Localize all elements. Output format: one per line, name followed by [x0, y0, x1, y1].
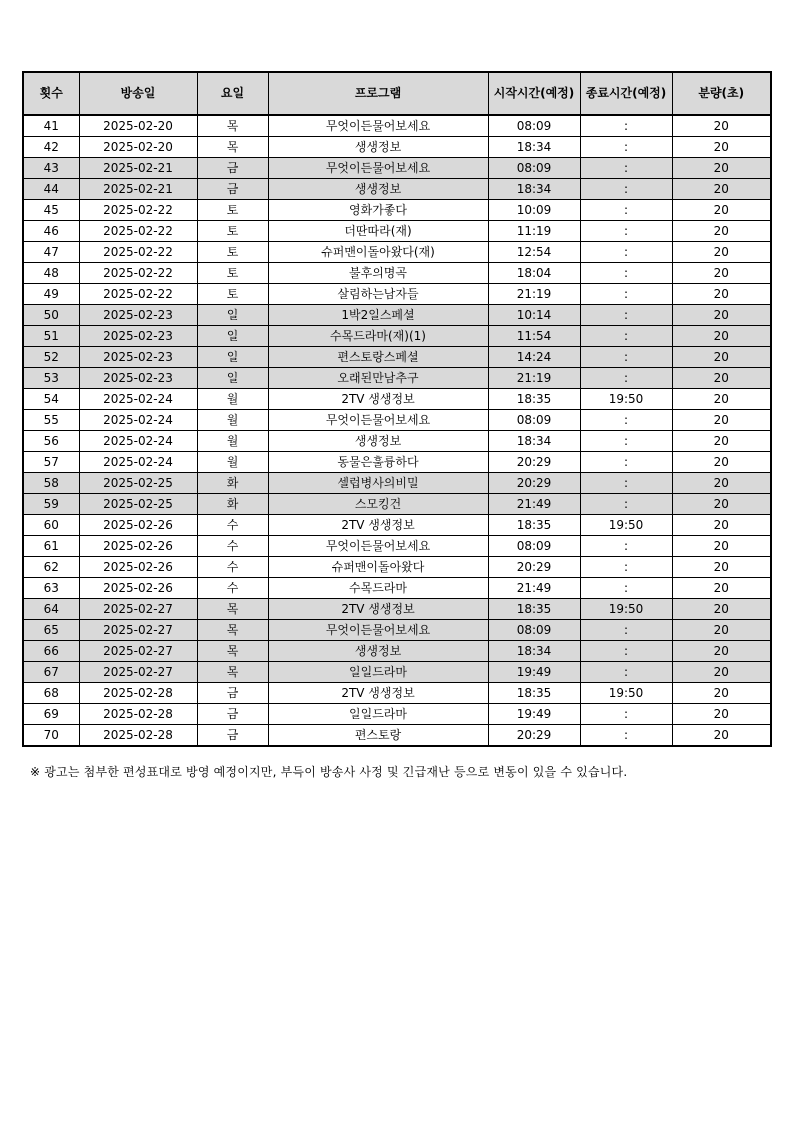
cell-start-time: 18:34	[488, 641, 580, 662]
cell-end-time: :	[580, 115, 672, 137]
cell-day: 일	[197, 326, 268, 347]
cell-date: 2025-02-26	[79, 536, 197, 557]
broadcast-schedule-table	[22, 71, 772, 747]
cell-program: 1박2일스페셜	[268, 305, 488, 326]
cell-count: 61	[23, 536, 79, 557]
cell-date: 2025-02-21	[79, 179, 197, 200]
cell-end-time: :	[580, 662, 672, 683]
cell-count: 47	[23, 242, 79, 263]
cell-date: 2025-02-22	[79, 263, 197, 284]
cell-count: 45	[23, 200, 79, 221]
cell-day: 화	[197, 494, 268, 515]
cell-date: 2025-02-22	[79, 221, 197, 242]
cell-day: 수	[197, 578, 268, 599]
cell-program: 영화가좋다	[268, 200, 488, 221]
header-date: 방송일	[79, 72, 197, 115]
cell-count: 63	[23, 578, 79, 599]
cell-count: 59	[23, 494, 79, 515]
cell-day: 목	[197, 137, 268, 158]
cell-start-time: 08:09	[488, 620, 580, 641]
cell-day: 금	[197, 725, 268, 747]
cell-count: 41	[23, 115, 79, 137]
cell-day: 수	[197, 515, 268, 536]
cell-date: 2025-02-26	[79, 578, 197, 599]
cell-program: 무엇이든물어보세요	[268, 115, 488, 137]
cell-program: 일일드라마	[268, 704, 488, 725]
cell-date: 2025-02-28	[79, 704, 197, 725]
cell-program: 무엇이든물어보세요	[268, 410, 488, 431]
cell-duration: 20	[672, 641, 771, 662]
cell-duration: 20	[672, 347, 771, 368]
cell-day: 목	[197, 599, 268, 620]
cell-duration: 20	[672, 221, 771, 242]
cell-start-time: 21:49	[488, 494, 580, 515]
cell-duration: 20	[672, 263, 771, 284]
cell-program: 오래된만남추구	[268, 368, 488, 389]
header-program: 프로그램	[268, 72, 488, 115]
cell-program: 불후의명곡	[268, 263, 488, 284]
cell-end-time: :	[580, 620, 672, 641]
cell-duration: 20	[672, 473, 771, 494]
cell-program: 무엇이든물어보세요	[268, 158, 488, 179]
header-duration: 분량(초)	[672, 72, 771, 115]
cell-count: 52	[23, 347, 79, 368]
cell-day: 목	[197, 641, 268, 662]
cell-count: 66	[23, 641, 79, 662]
table-header-row	[23, 72, 771, 115]
cell-duration: 20	[672, 200, 771, 221]
header-day: 요일	[197, 72, 268, 115]
table-row	[23, 158, 771, 179]
table-row	[23, 115, 771, 137]
cell-start-time: 20:29	[488, 557, 580, 578]
cell-duration: 20	[672, 599, 771, 620]
cell-end-time: :	[580, 305, 672, 326]
cell-end-time: :	[580, 284, 672, 305]
cell-start-time: 20:29	[488, 725, 580, 747]
cell-end-time: :	[580, 263, 672, 284]
cell-end-time: :	[580, 431, 672, 452]
cell-start-time: 08:09	[488, 536, 580, 557]
cell-duration: 20	[672, 137, 771, 158]
cell-duration: 20	[672, 115, 771, 137]
cell-program: 편스토랑스페셜	[268, 347, 488, 368]
cell-start-time: 10:14	[488, 305, 580, 326]
cell-duration: 20	[672, 704, 771, 725]
table-row	[23, 536, 771, 557]
table-row	[23, 137, 771, 158]
cell-date: 2025-02-24	[79, 452, 197, 473]
cell-end-time: 19:50	[580, 683, 672, 704]
cell-start-time: 18:35	[488, 515, 580, 536]
cell-program: 편스토랑	[268, 725, 488, 747]
cell-duration: 20	[672, 305, 771, 326]
cell-start-time: 11:54	[488, 326, 580, 347]
table-row	[23, 305, 771, 326]
table-row	[23, 389, 771, 410]
cell-day: 일	[197, 305, 268, 326]
cell-duration: 20	[672, 557, 771, 578]
table-row	[23, 263, 771, 284]
cell-start-time: 18:04	[488, 263, 580, 284]
cell-date: 2025-02-23	[79, 347, 197, 368]
cell-date: 2025-02-25	[79, 473, 197, 494]
cell-date: 2025-02-22	[79, 200, 197, 221]
cell-start-time: 10:09	[488, 200, 580, 221]
table-row	[23, 452, 771, 473]
table-row	[23, 410, 771, 431]
cell-program: 일일드라마	[268, 662, 488, 683]
table-row	[23, 242, 771, 263]
cell-end-time: :	[580, 494, 672, 515]
cell-start-time: 08:09	[488, 158, 580, 179]
cell-duration: 20	[672, 284, 771, 305]
cell-program: 수목드라마	[268, 578, 488, 599]
cell-count: 54	[23, 389, 79, 410]
cell-date: 2025-02-24	[79, 410, 197, 431]
cell-program: 생생정보	[268, 641, 488, 662]
cell-day: 월	[197, 410, 268, 431]
cell-end-time: :	[580, 200, 672, 221]
cell-program: 동물은훌륭하다	[268, 452, 488, 473]
cell-end-time: :	[580, 221, 672, 242]
cell-program: 2TV 생생정보	[268, 599, 488, 620]
cell-program: 슈퍼맨이돌아왔다(재)	[268, 242, 488, 263]
table-row	[23, 557, 771, 578]
table-row	[23, 704, 771, 725]
cell-day: 수	[197, 536, 268, 557]
cell-program: 생생정보	[268, 179, 488, 200]
cell-end-time: 19:50	[580, 515, 672, 536]
cell-end-time: :	[580, 158, 672, 179]
cell-count: 67	[23, 662, 79, 683]
cell-start-time: 21:19	[488, 368, 580, 389]
cell-date: 2025-02-22	[79, 242, 197, 263]
cell-program: 생생정보	[268, 137, 488, 158]
table-row	[23, 284, 771, 305]
cell-date: 2025-02-24	[79, 389, 197, 410]
header-count: 횟수	[23, 72, 79, 115]
cell-duration: 20	[672, 578, 771, 599]
table-row	[23, 473, 771, 494]
cell-count: 70	[23, 725, 79, 747]
cell-end-time: :	[580, 473, 672, 494]
cell-program: 생생정보	[268, 431, 488, 452]
cell-duration: 20	[672, 389, 771, 410]
cell-start-time: 08:09	[488, 115, 580, 137]
cell-program: 더딴따라(재)	[268, 221, 488, 242]
cell-date: 2025-02-27	[79, 662, 197, 683]
cell-count: 60	[23, 515, 79, 536]
cell-start-time: 20:29	[488, 452, 580, 473]
cell-day: 금	[197, 683, 268, 704]
cell-duration: 20	[672, 725, 771, 747]
cell-duration: 20	[672, 158, 771, 179]
cell-program: 셀럽병사의비밀	[268, 473, 488, 494]
cell-count: 43	[23, 158, 79, 179]
cell-date: 2025-02-22	[79, 284, 197, 305]
cell-day: 금	[197, 179, 268, 200]
cell-count: 49	[23, 284, 79, 305]
cell-day: 목	[197, 115, 268, 137]
cell-start-time: 11:19	[488, 221, 580, 242]
cell-count: 42	[23, 137, 79, 158]
cell-duration: 20	[672, 494, 771, 515]
cell-count: 68	[23, 683, 79, 704]
cell-end-time: :	[580, 410, 672, 431]
cell-start-time: 18:35	[488, 683, 580, 704]
table-row	[23, 221, 771, 242]
cell-start-time: 12:54	[488, 242, 580, 263]
cell-program: 스모킹건	[268, 494, 488, 515]
table-row	[23, 179, 771, 200]
cell-end-time: :	[580, 242, 672, 263]
cell-day: 토	[197, 200, 268, 221]
cell-end-time: :	[580, 368, 672, 389]
table-row	[23, 431, 771, 452]
cell-program: 2TV 생생정보	[268, 389, 488, 410]
table-row	[23, 599, 771, 620]
cell-end-time: :	[580, 641, 672, 662]
table-row	[23, 578, 771, 599]
cell-date: 2025-02-26	[79, 515, 197, 536]
cell-program: 무엇이든물어보세요	[268, 620, 488, 641]
cell-date: 2025-02-27	[79, 620, 197, 641]
cell-day: 금	[197, 158, 268, 179]
cell-count: 48	[23, 263, 79, 284]
cell-end-time: :	[580, 179, 672, 200]
cell-date: 2025-02-27	[79, 599, 197, 620]
cell-end-time: 19:50	[580, 599, 672, 620]
cell-duration: 20	[672, 452, 771, 473]
cell-duration: 20	[672, 368, 771, 389]
cell-end-time: :	[580, 725, 672, 747]
cell-program: 2TV 생생정보	[268, 515, 488, 536]
footnote: ※ 광고는 첨부한 편성표대로 방영 예정이지만, 부득이 방송사 사정 및 긴급재난 등으로 변동이 있을 수 있습니다.	[30, 765, 628, 779]
cell-duration: 20	[672, 683, 771, 704]
cell-start-time: 18:34	[488, 179, 580, 200]
cell-count: 50	[23, 305, 79, 326]
cell-day: 토	[197, 284, 268, 305]
cell-date: 2025-02-23	[79, 326, 197, 347]
table-row	[23, 494, 771, 515]
cell-count: 44	[23, 179, 79, 200]
cell-count: 56	[23, 431, 79, 452]
cell-start-time: 18:34	[488, 137, 580, 158]
cell-start-time: 20:29	[488, 473, 580, 494]
cell-date: 2025-02-28	[79, 725, 197, 747]
cell-date: 2025-02-23	[79, 305, 197, 326]
table-row	[23, 725, 771, 747]
cell-count: 55	[23, 410, 79, 431]
cell-program: 수목드라마(재)(1)	[268, 326, 488, 347]
table-row	[23, 326, 771, 347]
cell-start-time: 19:49	[488, 704, 580, 725]
cell-duration: 20	[672, 242, 771, 263]
cell-start-time: 08:09	[488, 410, 580, 431]
cell-day: 수	[197, 557, 268, 578]
cell-day: 토	[197, 242, 268, 263]
cell-program: 무엇이든물어보세요	[268, 536, 488, 557]
table-body	[23, 115, 771, 746]
cell-count: 53	[23, 368, 79, 389]
cell-end-time: :	[580, 137, 672, 158]
cell-day: 월	[197, 389, 268, 410]
cell-day: 일	[197, 347, 268, 368]
cell-date: 2025-02-20	[79, 137, 197, 158]
cell-count: 62	[23, 557, 79, 578]
cell-start-time: 19:49	[488, 662, 580, 683]
table-row	[23, 347, 771, 368]
cell-day: 목	[197, 620, 268, 641]
cell-duration: 20	[672, 515, 771, 536]
cell-end-time: :	[580, 347, 672, 368]
header-end-time: 종료시간(예정)	[580, 72, 672, 115]
cell-start-time: 14:24	[488, 347, 580, 368]
cell-day: 토	[197, 263, 268, 284]
cell-duration: 20	[672, 662, 771, 683]
cell-date: 2025-02-27	[79, 641, 197, 662]
cell-count: 64	[23, 599, 79, 620]
cell-day: 금	[197, 704, 268, 725]
cell-start-time: 21:19	[488, 284, 580, 305]
cell-day: 토	[197, 221, 268, 242]
table-row	[23, 683, 771, 704]
cell-date: 2025-02-21	[79, 158, 197, 179]
cell-day: 월	[197, 431, 268, 452]
cell-date: 2025-02-28	[79, 683, 197, 704]
cell-count: 46	[23, 221, 79, 242]
cell-start-time: 21:49	[488, 578, 580, 599]
cell-day: 월	[197, 452, 268, 473]
cell-program: 2TV 생생정보	[268, 683, 488, 704]
cell-end-time: 19:50	[580, 389, 672, 410]
cell-end-time: :	[580, 326, 672, 347]
cell-date: 2025-02-23	[79, 368, 197, 389]
cell-day: 목	[197, 662, 268, 683]
cell-duration: 20	[672, 620, 771, 641]
cell-end-time: :	[580, 536, 672, 557]
cell-date: 2025-02-20	[79, 115, 197, 137]
cell-date: 2025-02-24	[79, 431, 197, 452]
cell-start-time: 18:34	[488, 431, 580, 452]
cell-end-time: :	[580, 452, 672, 473]
header-start-time: 시작시간(예정)	[488, 72, 580, 115]
cell-end-time: :	[580, 578, 672, 599]
cell-duration: 20	[672, 179, 771, 200]
cell-start-time: 18:35	[488, 389, 580, 410]
cell-duration: 20	[672, 410, 771, 431]
cell-count: 57	[23, 452, 79, 473]
cell-count: 65	[23, 620, 79, 641]
table-row	[23, 662, 771, 683]
table-row	[23, 200, 771, 221]
cell-date: 2025-02-25	[79, 494, 197, 515]
cell-day: 일	[197, 368, 268, 389]
table-row	[23, 620, 771, 641]
table-row	[23, 515, 771, 536]
cell-count: 58	[23, 473, 79, 494]
table-row	[23, 641, 771, 662]
table-row	[23, 368, 771, 389]
cell-day: 화	[197, 473, 268, 494]
cell-end-time: :	[580, 557, 672, 578]
cell-start-time: 18:35	[488, 599, 580, 620]
cell-duration: 20	[672, 536, 771, 557]
cell-duration: 20	[672, 431, 771, 452]
cell-date: 2025-02-26	[79, 557, 197, 578]
cell-program: 살림하는남자들	[268, 284, 488, 305]
cell-end-time: :	[580, 704, 672, 725]
cell-duration: 20	[672, 326, 771, 347]
cell-count: 69	[23, 704, 79, 725]
cell-count: 51	[23, 326, 79, 347]
cell-program: 슈퍼맨이돌아왔다	[268, 557, 488, 578]
